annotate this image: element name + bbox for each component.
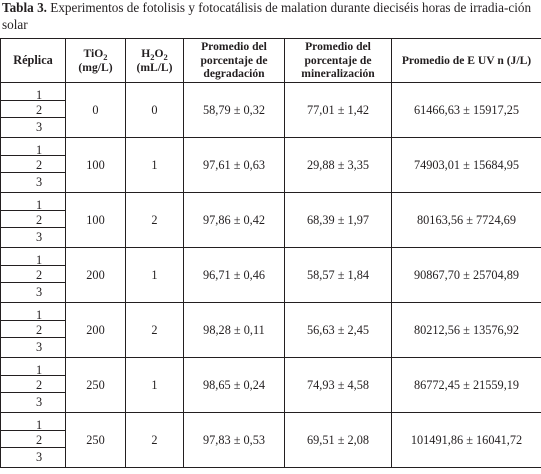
cell-tio2: 100 (66, 138, 126, 193)
replica-divider (1, 227, 65, 228)
table-row (1, 83, 541, 138)
cell-h2o2: 1 (126, 358, 184, 413)
cell-miner: 58,57 ± 1,84 (285, 248, 392, 303)
cell-miner: 68,39 ± 1,97 (285, 193, 392, 248)
replica-divider (1, 337, 65, 338)
table-row (1, 358, 541, 413)
cell-degr: 58,79 ± 0,32 (184, 83, 285, 138)
cell-uv: 80163,56 ± 7724,69 (392, 193, 541, 248)
replica-number: 2 (36, 103, 43, 117)
header-h2o2-sub1: 2 (150, 51, 155, 62)
cell-uv: 101491,86 ± 16041,72 (392, 413, 541, 468)
header-row (1, 39, 541, 83)
cell-degr: 98,28 ± 0,11 (184, 303, 285, 358)
replica-cell (1, 413, 66, 468)
header-replica: Réplica (1, 39, 66, 83)
cell-uv: 61466,63 ± 15917,25 (392, 83, 541, 138)
replica-cell (1, 358, 66, 413)
table-row (1, 248, 541, 303)
replica-number: 2 (36, 323, 43, 337)
header-mineralization: Promedio del porcentaje de mineralización (285, 39, 392, 83)
replica-number: 3 (36, 120, 43, 134)
cell-tio2: 0 (66, 83, 126, 138)
header-tio2-unit: (mg/L) (78, 61, 113, 74)
cell-degr: 97,83 ± 0,53 (184, 413, 285, 468)
cell-uv: 74903,01 ± 15684,95 (392, 138, 541, 193)
replica-divider (1, 430, 65, 431)
replica-divider (1, 265, 65, 266)
header-tio2 (66, 39, 126, 83)
replica-number: 2 (36, 213, 43, 227)
replica-divider (1, 100, 65, 101)
cell-miner: 69,51 ± 2,08 (285, 413, 392, 468)
cell-tio2: 250 (66, 413, 126, 468)
cell-degr: 97,61 ± 0,63 (184, 138, 285, 193)
replica-cell (1, 138, 66, 193)
cell-tio2: 100 (66, 193, 126, 248)
header-tio2-sub: 2 (103, 51, 108, 62)
header-degradation: Promedio del porcentaje de degradación (184, 39, 285, 83)
replica-number: 1 (36, 363, 43, 377)
cell-degr: 98,65 ± 0,24 (184, 358, 285, 413)
replica-number: 2 (36, 433, 43, 447)
replica-divider (1, 282, 65, 283)
replica-cell (1, 303, 66, 358)
results-table (0, 38, 541, 468)
replica-cell (1, 193, 66, 248)
cell-miner: 56,63 ± 2,45 (285, 303, 392, 358)
cell-h2o2: 1 (126, 248, 184, 303)
replica-divider (1, 210, 65, 211)
cell-tio2: 200 (66, 248, 126, 303)
replica-number: 3 (36, 395, 43, 409)
replica-divider (1, 155, 65, 156)
replica-number: 3 (36, 340, 43, 354)
header-h2o2-h: H (141, 46, 151, 60)
caption-label: Tabla 3. (2, 0, 47, 15)
table-row (1, 413, 541, 468)
replica-divider (1, 320, 65, 321)
table-row (1, 303, 541, 358)
replica-number: 2 (36, 268, 43, 282)
table-body (1, 83, 541, 468)
replica-number: 3 (36, 230, 43, 244)
header-h2o2-unit: (mL/L) (136, 61, 173, 74)
cell-tio2: 200 (66, 303, 126, 358)
header-h2o2-sub2: 2 (163, 51, 168, 62)
replica-number: 3 (36, 450, 43, 464)
cell-uv: 80212,56 ± 13576,92 (392, 303, 541, 358)
table-row (1, 138, 541, 193)
cell-tio2: 250 (66, 358, 126, 413)
replica-number: 2 (36, 378, 43, 392)
cell-miner: 29,88 ± 3,35 (285, 138, 392, 193)
cell-h2o2: 1 (126, 138, 184, 193)
replica-number: 1 (36, 143, 43, 157)
cell-degr: 97,86 ± 0,42 (184, 193, 285, 248)
replica-divider (1, 375, 65, 376)
cell-h2o2: 0 (126, 83, 184, 138)
header-h2o2 (126, 39, 184, 83)
replica-number: 1 (36, 198, 43, 212)
replica-divider (1, 447, 65, 448)
caption-text: Experimentos de fotolisis y fotocatálisis de malation durante dieciséis horas de irradia-ción solar (2, 0, 532, 32)
replica-divider (1, 392, 65, 393)
replica-number: 1 (36, 253, 43, 267)
cell-degr: 96,71 ± 0,46 (184, 248, 285, 303)
cell-h2o2: 2 (126, 193, 184, 248)
table-row (1, 193, 541, 248)
cell-miner: 74,93 ± 4,58 (285, 358, 392, 413)
header-uv-energy: Promedio de E UV n (J/L) (392, 39, 541, 83)
replica-number: 3 (36, 175, 43, 189)
cell-h2o2: 2 (126, 413, 184, 468)
replica-number: 1 (36, 88, 43, 102)
header-tio2-main: TiO (83, 46, 104, 60)
replica-number: 1 (36, 308, 43, 322)
replica-cell (1, 248, 66, 303)
header-h2o2-o: O (154, 46, 164, 60)
replica-divider (1, 172, 65, 173)
cell-h2o2: 2 (126, 303, 184, 358)
table-caption (2, 0, 539, 33)
replica-divider (1, 117, 65, 118)
replica-number: 1 (36, 418, 43, 432)
cell-uv: 86772,45 ± 21559,19 (392, 358, 541, 413)
cell-miner: 77,01 ± 1,42 (285, 83, 392, 138)
replica-cell (1, 83, 66, 138)
replica-number: 2 (36, 158, 43, 172)
cell-uv: 90867,70 ± 25704,89 (392, 248, 541, 303)
replica-number: 3 (36, 285, 43, 299)
